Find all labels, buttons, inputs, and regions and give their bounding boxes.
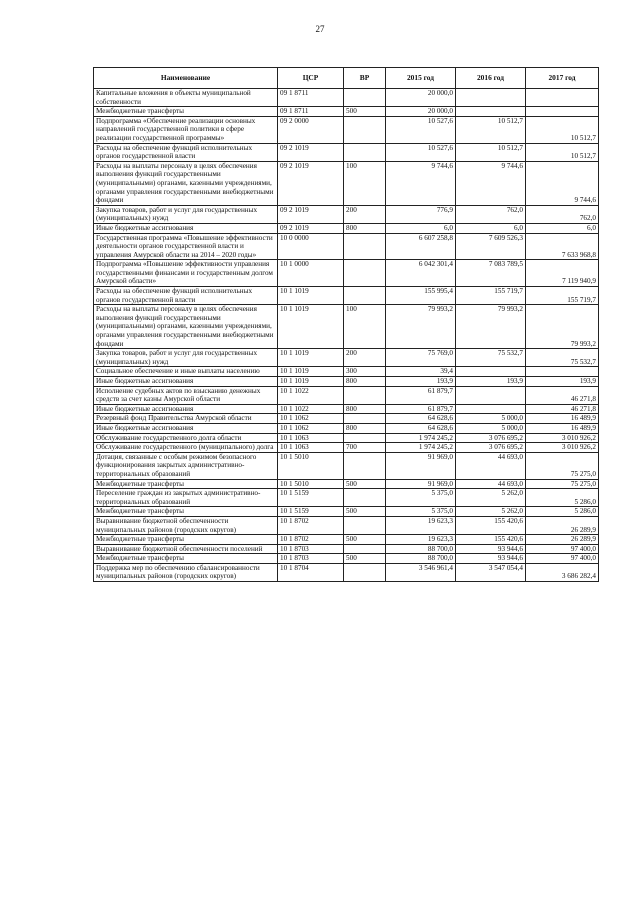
row-value-2015: 61 879,7	[386, 404, 456, 414]
row-csr: 10 1 1062	[278, 423, 344, 433]
row-value-2016: 3 547 054,4	[456, 563, 526, 581]
table-row	[94, 404, 599, 414]
table-row	[94, 563, 599, 581]
table-row	[94, 443, 599, 453]
row-vr	[344, 260, 386, 287]
row-value-2017: 46 271,8	[526, 386, 599, 404]
row-vr	[344, 287, 386, 305]
row-vr	[344, 563, 386, 581]
table-row	[94, 554, 599, 564]
row-vr: 200	[344, 349, 386, 367]
row-csr: 10 1 1019	[278, 349, 344, 367]
row-value-2017	[526, 89, 599, 107]
row-value-2015: 91 969,0	[386, 452, 456, 479]
row-vr	[344, 143, 386, 161]
row-vr	[344, 116, 386, 143]
row-value-2016: 10 512,7	[456, 116, 526, 143]
row-vr: 100	[344, 305, 386, 349]
table-row	[94, 260, 599, 287]
table-row	[94, 489, 599, 507]
row-value-2016: 7 083 789,5	[456, 260, 526, 287]
table-row	[94, 386, 599, 404]
row-name: Закупка товаров, работ и услуг для государственных (муниципальных) нужд	[94, 205, 278, 223]
row-value-2015: 79 993,2	[386, 305, 456, 349]
row-value-2015: 5 375,0	[386, 507, 456, 517]
row-value-2015: 6 607 258,8	[386, 233, 456, 260]
row-value-2017: 155 719,7	[526, 287, 599, 305]
row-name: Выравнивание бюджетной обеспеченности поселений	[94, 544, 278, 554]
row-vr	[344, 452, 386, 479]
row-value-2015: 1 974 245,2	[386, 443, 456, 453]
row-vr	[344, 544, 386, 554]
row-vr	[344, 89, 386, 107]
row-csr: 10 1 8703	[278, 544, 344, 554]
header-name: Наименование	[94, 68, 278, 89]
row-value-2016: 44 693,0	[456, 452, 526, 479]
row-name: Расходы на обеспечение функций исполнительных органов государственной власти	[94, 143, 278, 161]
row-vr	[344, 233, 386, 260]
row-value-2017: 193,9	[526, 377, 599, 387]
row-name: Расходы на выплаты персоналу в целях обеспечения выполнения функций государственными (муниципальными) органами, казенными учреждениями, органами управления государственными внебюджетными фондами	[94, 161, 278, 205]
row-value-2015: 19 623,3	[386, 516, 456, 534]
row-csr: 10 1 1063	[278, 443, 344, 453]
row-name: Иные бюджетные ассигнования	[94, 423, 278, 433]
row-name: Межбюджетные трансферты	[94, 535, 278, 545]
row-vr: 500	[344, 554, 386, 564]
row-value-2016: 44 693,0	[456, 479, 526, 489]
row-name: Расходы на обеспечение функций исполнительных органов государственной власти	[94, 287, 278, 305]
table-body	[94, 89, 599, 582]
table-row	[94, 89, 599, 107]
row-vr: 200	[344, 205, 386, 223]
table-row	[94, 452, 599, 479]
row-vr	[344, 414, 386, 424]
row-name: Подпрограмма «Повышение эффективности управления государственными финансами и государственным долгом Амурской области»	[94, 260, 278, 287]
row-csr: 10 0 0000	[278, 233, 344, 260]
row-csr: 09 2 1019	[278, 223, 344, 233]
row-value-2017: 75 532,7	[526, 349, 599, 367]
table-row	[94, 479, 599, 489]
row-value-2016: 10 512,7	[456, 143, 526, 161]
row-value-2015: 5 375,0	[386, 489, 456, 507]
table-row	[94, 233, 599, 260]
row-value-2015: 6 042 301,4	[386, 260, 456, 287]
row-csr: 10 1 8704	[278, 563, 344, 581]
row-name: Капитальные вложения в объекты муниципальной собственности	[94, 89, 278, 107]
row-value-2016: 762,0	[456, 205, 526, 223]
row-csr: 10 1 1019	[278, 367, 344, 377]
row-csr: 10 1 1022	[278, 386, 344, 404]
row-name: Иные бюджетные ассигнования	[94, 404, 278, 414]
page-number: 27	[315, 24, 325, 34]
row-value-2016	[456, 367, 526, 377]
row-name: Межбюджетные трансферты	[94, 107, 278, 117]
row-name: Обслуживание государственного (муниципального) долга	[94, 443, 278, 453]
row-name: Иные бюджетные ассигнования	[94, 223, 278, 233]
row-name: Межбюджетные трансферты	[94, 507, 278, 517]
row-value-2015: 88 700,0	[386, 554, 456, 564]
table-row	[94, 377, 599, 387]
row-value-2017: 75 275,0	[526, 452, 599, 479]
row-value-2017: 79 993,2	[526, 305, 599, 349]
row-csr: 10 1 8702	[278, 535, 344, 545]
row-csr: 09 1 8711	[278, 107, 344, 117]
row-value-2015: 155 995,4	[386, 287, 456, 305]
row-vr: 800	[344, 423, 386, 433]
row-csr: 10 1 8703	[278, 554, 344, 564]
row-name: Дотация, связанные с особым режимом безопасного функционирования закрытых административно-территориальных образований	[94, 452, 278, 479]
row-csr: 10 1 5159	[278, 489, 344, 507]
table-row	[94, 143, 599, 161]
header-2017: 2017 год	[526, 68, 599, 89]
row-vr: 100	[344, 161, 386, 205]
row-value-2017: 26 289,9	[526, 516, 599, 534]
row-value-2015: 3 546 961,4	[386, 563, 456, 581]
row-value-2016: 75 532,7	[456, 349, 526, 367]
row-csr: 10 1 1019	[278, 377, 344, 387]
row-value-2015: 10 527,6	[386, 143, 456, 161]
row-value-2015: 61 879,7	[386, 386, 456, 404]
row-csr: 10 1 5010	[278, 452, 344, 479]
row-value-2017: 9 744,6	[526, 161, 599, 205]
row-value-2017: 10 512,7	[526, 116, 599, 143]
row-value-2015: 91 969,0	[386, 479, 456, 489]
table-row	[94, 507, 599, 517]
table-row	[94, 223, 599, 233]
row-value-2015: 64 628,6	[386, 414, 456, 424]
row-name: Иные бюджетные ассигнования	[94, 377, 278, 387]
row-name: Исполнение судебных актов по взысканию денежных средств за счет казны Амурской области	[94, 386, 278, 404]
row-value-2017: 97 400,0	[526, 554, 599, 564]
table-row	[94, 544, 599, 554]
row-value-2016: 9 744,6	[456, 161, 526, 205]
row-name: Резервный фонд Правительства Амурской области	[94, 414, 278, 424]
row-value-2017: 10 512,7	[526, 143, 599, 161]
table-row	[94, 287, 599, 305]
row-csr: 10 1 1019	[278, 287, 344, 305]
row-value-2016: 6,0	[456, 223, 526, 233]
row-value-2017: 6,0	[526, 223, 599, 233]
row-value-2015: 39,4	[386, 367, 456, 377]
row-value-2017: 5 286,0	[526, 489, 599, 507]
table-row	[94, 161, 599, 205]
table-row	[94, 305, 599, 349]
row-name: Выравнивание бюджетной обеспеченности муниципальных районов (городских округов)	[94, 516, 278, 534]
row-csr: 09 1 8711	[278, 89, 344, 107]
row-value-2017: 3 686 282,4	[526, 563, 599, 581]
table-header-row	[94, 68, 599, 89]
row-vr: 500	[344, 107, 386, 117]
row-csr: 09 2 1019	[278, 205, 344, 223]
row-vr: 800	[344, 377, 386, 387]
row-value-2017: 3 010 926,2	[526, 433, 599, 443]
row-name: Закупка товаров, работ и услуг для государственных (муниципальных) нужд	[94, 349, 278, 367]
row-value-2016: 193,9	[456, 377, 526, 387]
row-value-2017: 16 489,9	[526, 423, 599, 433]
row-csr: 10 1 1062	[278, 414, 344, 424]
row-csr: 10 1 5010	[278, 479, 344, 489]
row-value-2017: 7 119 940,9	[526, 260, 599, 287]
table-row	[94, 516, 599, 534]
header-csr: ЦСР	[278, 68, 344, 89]
row-name: Межбюджетные трансферты	[94, 479, 278, 489]
row-value-2015: 10 527,6	[386, 116, 456, 143]
row-csr: 09 2 0000	[278, 116, 344, 143]
row-name: Поддержка мер по обеспечению сбалансированности муниципальных районов (городских округов)	[94, 563, 278, 581]
row-name: Социальное обеспечение и иные выплаты населению	[94, 367, 278, 377]
row-value-2017: 3 010 926,2	[526, 443, 599, 453]
row-csr: 10 1 0000	[278, 260, 344, 287]
budget-table	[93, 67, 599, 582]
row-csr: 10 1 5159	[278, 507, 344, 517]
row-value-2016	[456, 404, 526, 414]
row-value-2017	[526, 107, 599, 117]
row-vr	[344, 489, 386, 507]
row-value-2016: 5 262,0	[456, 489, 526, 507]
row-value-2017: 46 271,8	[526, 404, 599, 414]
row-csr: 09 2 1019	[278, 143, 344, 161]
row-value-2016	[456, 107, 526, 117]
table-row	[94, 535, 599, 545]
row-value-2015: 193,9	[386, 377, 456, 387]
table-row	[94, 433, 599, 443]
row-vr: 800	[344, 223, 386, 233]
row-value-2015: 6,0	[386, 223, 456, 233]
row-name: Расходы на выплаты персоналу в целях обеспечения выполнения функций государственными (муниципальными) органами, казенными учреждениями, органами управления государственными внебюджетными фондами	[94, 305, 278, 349]
row-csr: 10 1 8702	[278, 516, 344, 534]
row-value-2017: 5 286,0	[526, 507, 599, 517]
row-vr: 500	[344, 507, 386, 517]
row-vr	[344, 433, 386, 443]
row-vr: 500	[344, 535, 386, 545]
table-row	[94, 107, 599, 117]
row-value-2016: 3 076 695,2	[456, 433, 526, 443]
header-vr: ВР	[344, 68, 386, 89]
table-row	[94, 349, 599, 367]
row-value-2016: 155 420,6	[456, 516, 526, 534]
row-value-2017: 16 489,9	[526, 414, 599, 424]
row-value-2016: 93 944,6	[456, 544, 526, 554]
row-name: Государственная программа «Повышение эффективности деятельности органов государственной власти и управления Амурской области на 2014 – 2020 годы»	[94, 233, 278, 260]
table-row	[94, 116, 599, 143]
row-value-2015: 9 744,6	[386, 161, 456, 205]
row-value-2017: 7 633 968,8	[526, 233, 599, 260]
row-vr: 700	[344, 443, 386, 453]
row-vr: 800	[344, 404, 386, 414]
row-value-2015: 776,9	[386, 205, 456, 223]
row-value-2016: 5 000,0	[456, 423, 526, 433]
table-row	[94, 367, 599, 377]
row-name: Подпрограмма «Обеспечение реализации основных направлений государственной политики в сфере реализации государственной программы»	[94, 116, 278, 143]
row-value-2016	[456, 386, 526, 404]
row-vr: 300	[344, 367, 386, 377]
row-value-2016	[456, 89, 526, 107]
row-value-2015: 1 974 245,2	[386, 433, 456, 443]
row-name: Переселение граждан из закрытых административно-территориальных образований	[94, 489, 278, 507]
row-value-2017: 97 400,0	[526, 544, 599, 554]
row-value-2015: 75 769,0	[386, 349, 456, 367]
table-row	[94, 423, 599, 433]
table-row	[94, 205, 599, 223]
header-2015: 2015 год	[386, 68, 456, 89]
row-csr: 10 1 1022	[278, 404, 344, 414]
row-value-2016: 7 609 526,3	[456, 233, 526, 260]
row-value-2017: 26 289,9	[526, 535, 599, 545]
row-value-2015: 64 628,6	[386, 423, 456, 433]
row-vr	[344, 516, 386, 534]
row-vr	[344, 386, 386, 404]
row-value-2015: 88 700,0	[386, 544, 456, 554]
row-csr: 09 2 1019	[278, 161, 344, 205]
header-2016: 2016 год	[456, 68, 526, 89]
row-name: Межбюджетные трансферты	[94, 554, 278, 564]
row-csr: 10 1 1063	[278, 433, 344, 443]
row-value-2015: 20 000,0	[386, 107, 456, 117]
row-name: Обслуживание государственного долга области	[94, 433, 278, 443]
row-value-2015: 19 623,3	[386, 535, 456, 545]
row-value-2017: 75 275,0	[526, 479, 599, 489]
row-value-2015: 20 000,0	[386, 89, 456, 107]
row-value-2016: 5 262,0	[456, 507, 526, 517]
row-vr: 500	[344, 479, 386, 489]
row-value-2016: 5 000,0	[456, 414, 526, 424]
row-csr: 10 1 1019	[278, 305, 344, 349]
row-value-2017	[526, 367, 599, 377]
row-value-2017: 762,0	[526, 205, 599, 223]
row-value-2016: 79 993,2	[456, 305, 526, 349]
row-value-2016: 3 076 695,2	[456, 443, 526, 453]
row-value-2016: 155 719,7	[456, 287, 526, 305]
table-row	[94, 414, 599, 424]
row-value-2016: 155 420,6	[456, 535, 526, 545]
row-value-2016: 93 944,6	[456, 554, 526, 564]
